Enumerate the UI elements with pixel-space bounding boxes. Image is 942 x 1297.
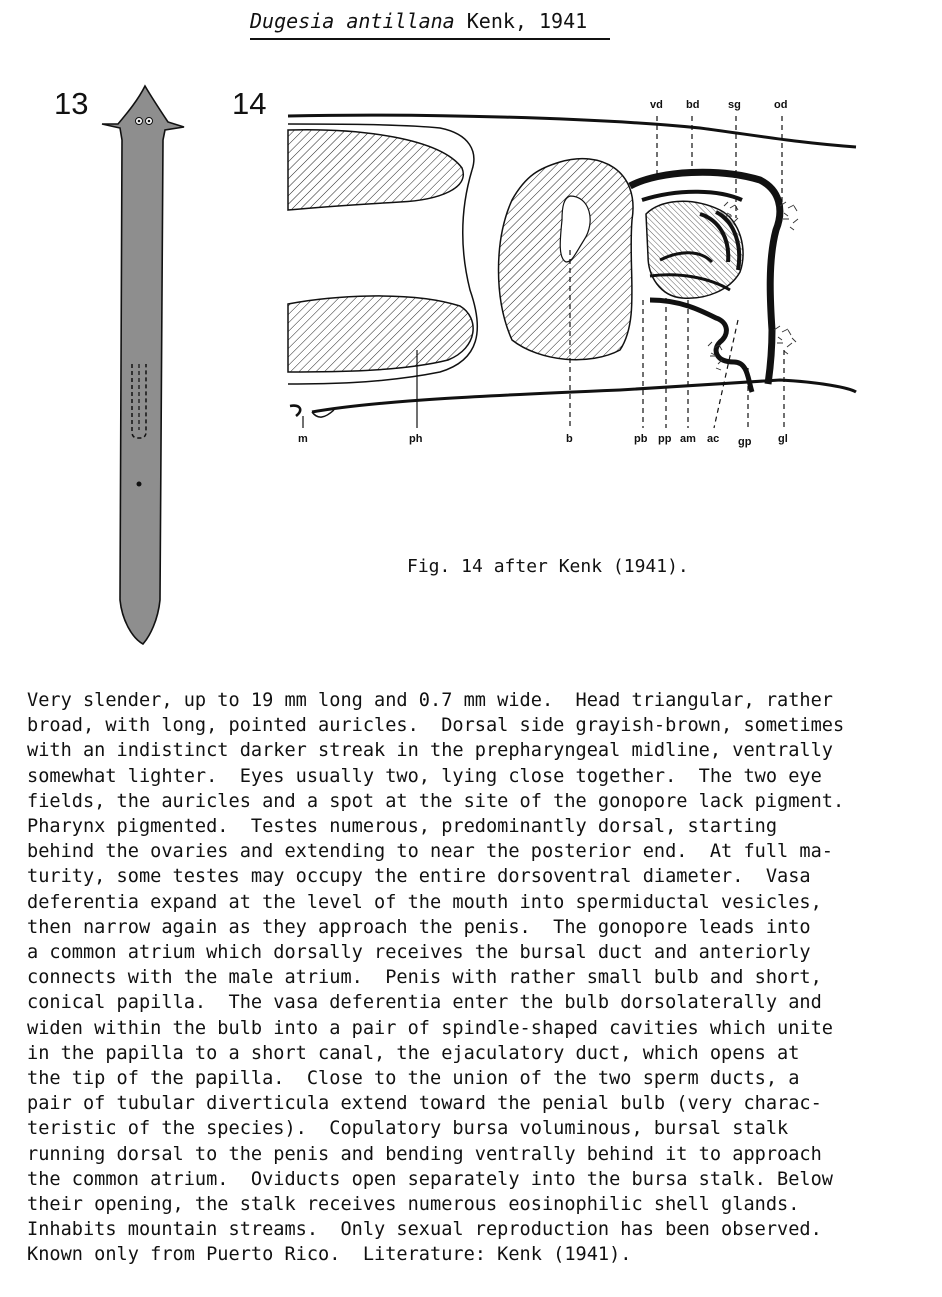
text-line: in the papilla to a short canal, the ejaculatory duct, which opens at bbox=[27, 1042, 800, 1064]
label-b: b bbox=[566, 433, 573, 445]
text-line: Inhabits mountain streams. Only sexual reproduction has been observed. bbox=[27, 1219, 822, 1241]
description-text bbox=[27, 688, 932, 1268]
gonopore-icon bbox=[137, 482, 142, 487]
label-od: od bbox=[774, 99, 788, 111]
text-line: the common atrium. Oviducts open separately into the bursa stalk. Below bbox=[27, 1168, 833, 1190]
text-line: teristic of the species). Copulatory bursa voluminous, bursal stalk bbox=[27, 1118, 789, 1140]
label-pb: pb bbox=[634, 433, 648, 445]
text-line: broad, with long, pointed auricles. Dorsal side grayish-brown, sometimes bbox=[27, 715, 845, 737]
label-gp: gp bbox=[738, 436, 752, 448]
text-line: fields, the auricles and a spot at the site of the gonopore lack pigment. bbox=[27, 790, 845, 812]
text-line: pair of tubular diverticula extend toward the penial bulb (very charac- bbox=[27, 1093, 822, 1115]
worm-body bbox=[102, 86, 184, 644]
label-m: m bbox=[298, 433, 308, 445]
text-line: deferentia expand at the level of the mouth into spermiductal vesicles, bbox=[27, 891, 822, 913]
section-diagram bbox=[288, 99, 856, 448]
text-line: somewhat lighter. Eyes usually two, lying close together. The two eye bbox=[27, 765, 822, 787]
text-line: the tip of the papilla. Close to the union of the two sperm ducts, a bbox=[27, 1068, 800, 1090]
label-ph: ph bbox=[409, 433, 423, 445]
text-line: Known only from Puerto Rico. Literature: Kenk (1941). bbox=[27, 1244, 632, 1266]
figure-14-number: 14 bbox=[232, 86, 267, 121]
text-line: a common atrium which dorsally receives the bursal duct and anteriorly bbox=[27, 942, 811, 964]
worm-figure bbox=[102, 86, 184, 644]
text-line: then narrow again as they approach the penis. The gonopore leads into bbox=[27, 916, 811, 938]
text-line: conical papilla. The vasa deferentia enter the bulb dorsolaterally and bbox=[27, 992, 822, 1014]
author-year: Kenk, 1941 bbox=[454, 9, 588, 33]
figure-caption: Fig. 14 after Kenk (1941). bbox=[407, 556, 689, 577]
label-sg: sg bbox=[728, 99, 741, 111]
label-vd: vd bbox=[650, 99, 663, 111]
text-line: turity, some testes may occupy the entire dorsoventral diameter. Vasa bbox=[27, 866, 811, 888]
label-ac: ac bbox=[707, 433, 720, 445]
text-line: Pharynx pigmented. Testes numerous, predominantly dorsal, starting bbox=[27, 816, 778, 838]
label-gl: gl bbox=[778, 433, 788, 445]
text-line: behind the ovaries and extending to near the posterior end. At full ma- bbox=[27, 841, 833, 863]
figure-13-number: 13 bbox=[54, 86, 89, 121]
text-line: connects with the male atrium. Penis with rather small bulb and short, bbox=[27, 967, 822, 989]
text-line: running dorsal to the penis and bending ventrally behind it to approach bbox=[27, 1143, 822, 1165]
text-line: with an indistinct darker streak in the prepharyngeal midline, ventrally bbox=[27, 740, 833, 762]
label-bd: bd bbox=[686, 99, 700, 111]
text-line: widen within the bulb into a pair of spindle-shaped cavities which unite bbox=[27, 1017, 833, 1039]
label-pp: pp bbox=[658, 433, 672, 445]
label-am: am bbox=[680, 433, 696, 445]
text-line: Very slender, up to 19 mm long and 0.7 mm wide. Head triangular, rather bbox=[27, 690, 833, 711]
species-name: Dugesia antillana bbox=[250, 9, 455, 33]
text-line: their opening, the stalk receives numerous eosinophilic shell glands. bbox=[27, 1194, 800, 1216]
